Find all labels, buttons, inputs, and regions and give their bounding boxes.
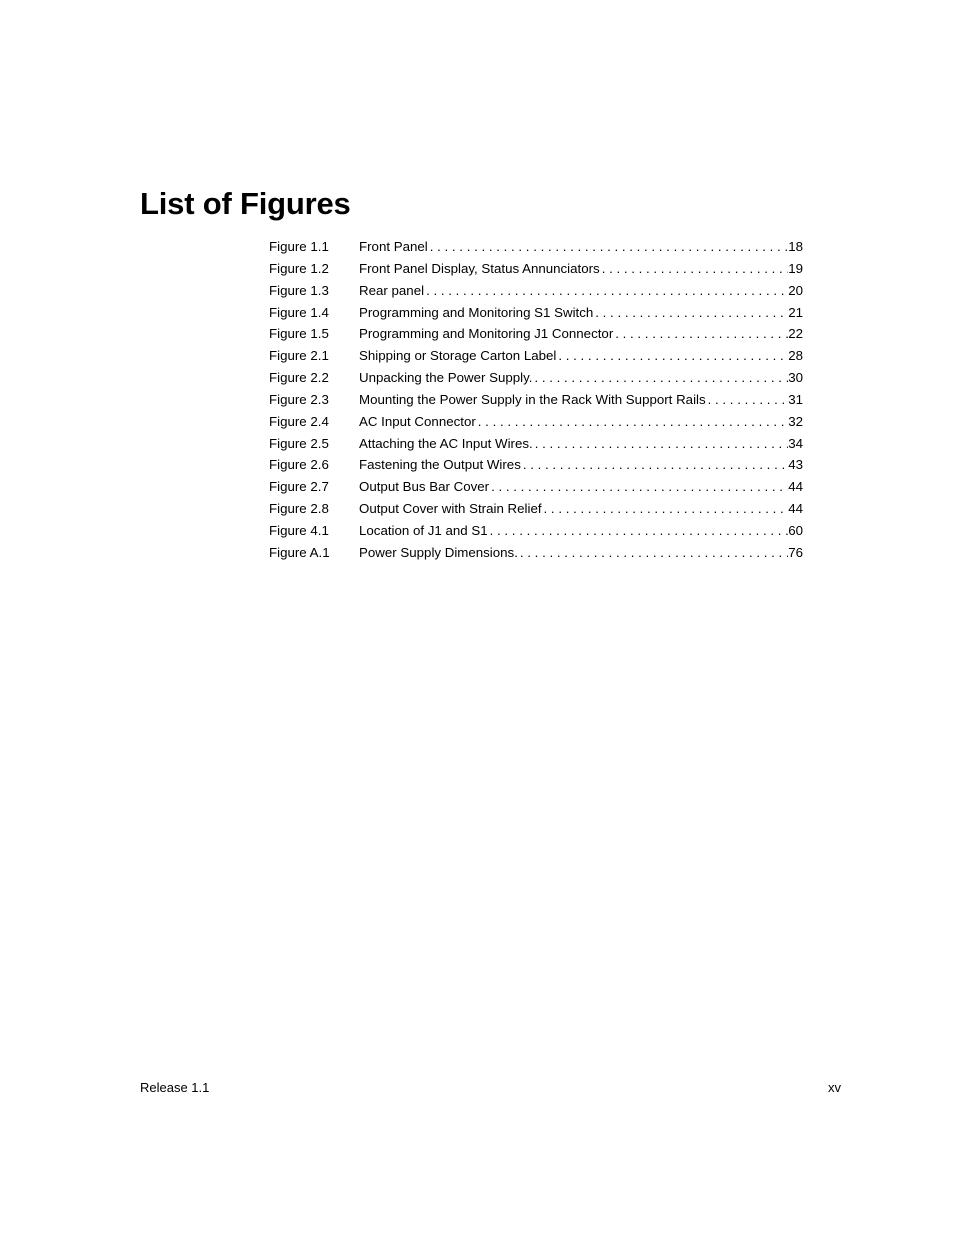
dot-leader [600,261,789,276]
figure-title: Output Cover with Strain Relief [359,501,542,517]
figure-page: 30 [788,370,803,386]
figure-entry[interactable] [269,523,803,545]
dot-leader [488,523,789,538]
figure-page: 22 [788,326,803,342]
figure-number: Figure 2.1 [269,348,329,364]
figure-number: Figure A.1 [269,544,330,560]
figure-entry[interactable] [269,414,803,436]
figure-page: 21 [788,304,803,320]
figure-number: Figure 1.1 [269,239,329,254]
figure-entry[interactable] [269,283,803,305]
figure-entry[interactable] [269,239,803,261]
figure-number: Figure 2.8 [269,501,329,517]
figure-title: Shipping or Storage Carton Label [359,348,557,364]
figure-number: Figure 1.5 [269,326,329,342]
figure-title: Programming and Monitoring J1 Connector [359,326,614,342]
figure-entry[interactable] [269,479,803,501]
dot-leader [532,370,788,385]
figure-number: Figure 2.2 [269,370,329,386]
figure-page: 20 [788,282,803,298]
figure-title: Location of J1 and S1 [359,522,488,538]
figure-entry[interactable] [269,348,803,370]
figure-number: Figure 4.1 [269,522,329,538]
figure-number: Figure 2.5 [269,435,329,451]
figure-title: Front Panel Display, Status Annunciators [359,260,600,276]
dot-leader [521,457,788,472]
figure-page: 44 [788,501,803,517]
figure-number: Figure 1.3 [269,282,329,298]
figure-entry[interactable] [269,501,803,523]
figure-number: Figure 2.4 [269,413,329,429]
figure-number: Figure 2.7 [269,479,329,495]
dot-leader [613,326,788,341]
figure-title: Front Panel [359,239,428,254]
figure-page: 18 [788,239,803,254]
dot-leader [424,283,788,298]
figure-page: 44 [788,479,803,495]
figure-title: Output Bus Bar Cover [359,479,490,495]
figure-page: 43 [788,457,803,473]
figure-title: AC Input Connector [359,413,476,429]
dot-leader [428,239,788,254]
figure-title: Programming and Monitoring S1 Switch [359,304,594,320]
figure-list [269,239,803,567]
figure-title: Rear panel [359,282,425,298]
figure-title: Unpacking the Power Supply. [359,370,533,386]
dot-leader [593,305,788,320]
figure-entry[interactable] [269,436,803,458]
figure-entry[interactable] [269,305,803,327]
figure-page: 32 [788,413,803,429]
figure-entry[interactable] [269,457,803,479]
dot-leader [542,501,789,516]
figure-page: 19 [788,260,803,276]
page-title: List of Figures [140,186,351,221]
figure-page: 34 [788,435,803,451]
dot-leader [476,414,788,429]
figure-entry[interactable] [269,326,803,348]
figure-number: Figure 1.2 [269,260,329,276]
figure-entry[interactable] [269,261,803,283]
dot-leader [518,545,788,560]
dot-leader [533,436,789,451]
figure-entry[interactable] [269,392,803,414]
figure-number: Figure 2.6 [269,457,329,473]
dot-leader [706,392,789,407]
figure-page: 76 [788,544,803,560]
footer-release: Release 1.1 [140,1080,210,1095]
figure-page: 60 [788,522,803,538]
dot-leader [556,348,788,363]
figure-number: Figure 1.4 [269,304,329,320]
figure-title: Attaching the AC Input Wires. [359,435,533,451]
figure-page: 28 [788,348,803,364]
figure-entry[interactable] [269,370,803,392]
figure-title: Power Supply Dimensions. [359,544,518,560]
footer-page-number: xv [828,1080,841,1095]
figure-title: Mounting the Power Supply in the Rack With Support Rails [359,391,706,407]
dot-leader [489,479,788,494]
figure-entry[interactable] [269,545,803,567]
figure-page: 31 [788,391,803,407]
figure-title: Fastening the Output Wires [359,457,521,473]
figure-number: Figure 2.3 [269,391,329,407]
